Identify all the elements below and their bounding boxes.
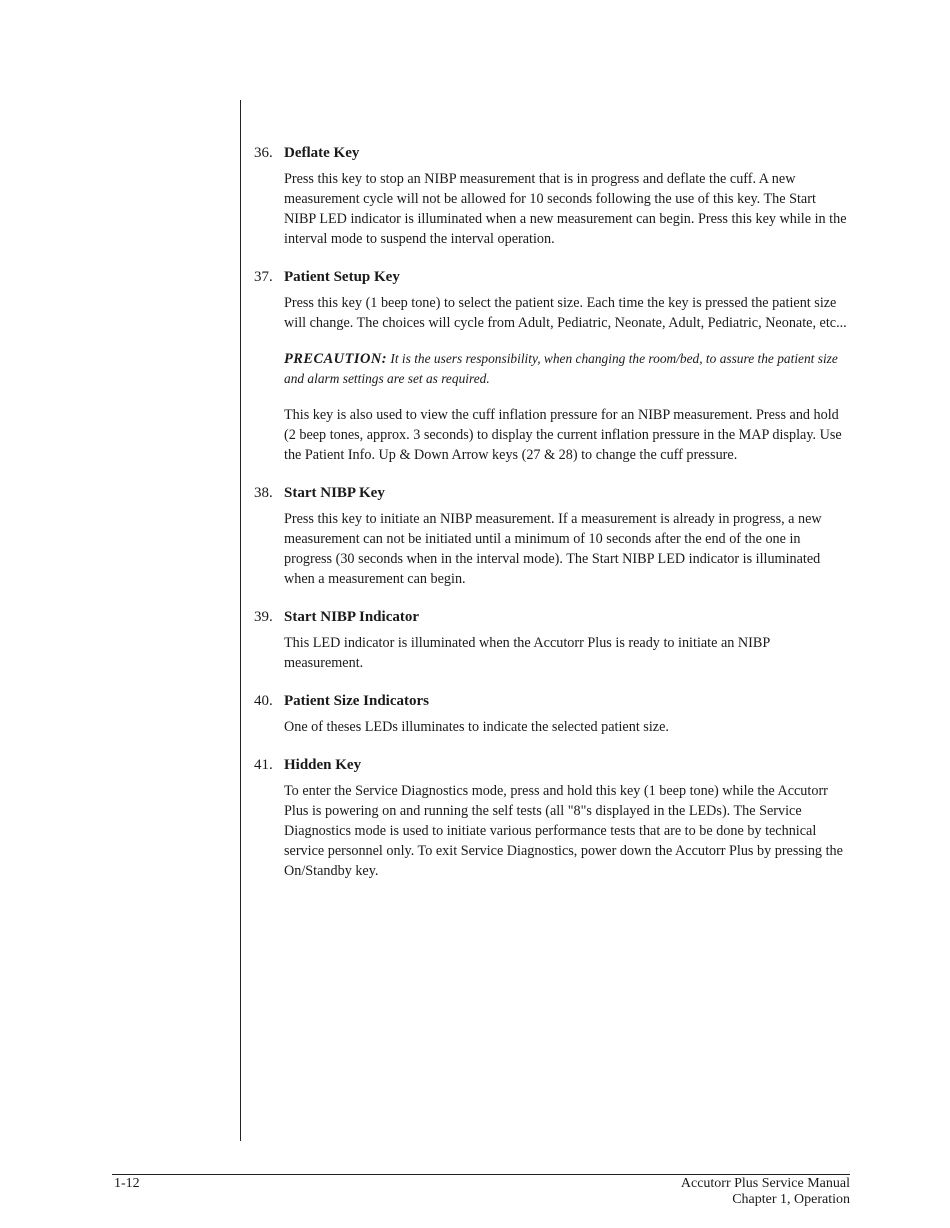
item-title: Deflate Key <box>284 145 360 161</box>
item-description: This LED indicator is illuminated when the Accutorr Plus is ready to initiate an NIBP measurement. <box>284 635 770 671</box>
item-number: 40. <box>254 693 273 709</box>
item-description: Press this key to initiate an NIBP measurement. If a measurement is already in progress, a new measurement can not be initiated until a minimum of 10 seconds after the end of the one in progress (30 seconds when in the interval mode). The Start NIBP LED indicator is illuminated when a measurement can begin. <box>284 511 822 587</box>
item-title: Start NIBP Key <box>284 485 385 501</box>
item-number: 41. <box>254 757 273 773</box>
item-start-nibp-key <box>0 482 950 589</box>
precaution-note <box>284 349 844 389</box>
item-number: 38. <box>254 485 273 501</box>
item-title: Start NIBP Indicator <box>284 609 419 625</box>
item-number: 36. <box>254 145 273 161</box>
item-patient-setup-key <box>0 266 950 465</box>
page-number: 1-12 <box>114 1176 140 1191</box>
manual-title: Accutorr Plus Service Manual <box>680 1176 850 1191</box>
item-title: Hidden Key <box>284 757 362 773</box>
item-description: One of theses LEDs illuminates to indicate the selected patient size. <box>284 719 669 735</box>
item-title: Patient Setup Key <box>284 269 400 285</box>
item-heading <box>0 606 950 628</box>
footer-rule <box>112 1174 850 1175</box>
chapter-label: Chapter 1, Operation <box>732 1192 850 1207</box>
manual-content <box>0 142 950 898</box>
footer-manual-info <box>681 1176 850 1208</box>
precaution-text: It is the users responsibility, when changing the room/bed, to assure the patient size and alarm settings are set as required. <box>284 351 838 386</box>
item-patient-size-indicators <box>0 690 950 737</box>
item-description-continued: This key is also used to view the cuff inflation pressure for an NIBP measurement. Press and hold (2 beep tones, approx. 3 seconds) to display the current inflation pressure in the MAP display. Use the Patient Info. Up & Down Arrow keys (27 & 28) to change the cuff pressure. <box>284 407 842 463</box>
item-title: Patient Size Indicators <box>284 693 429 709</box>
item-description: Press this key (1 beep tone) to select the patient size. Each time the key is pressed the patient size will change. The choices will cycle from Adult, Pediatric, Neonate, Adult, Pediatric, Neonate, etc... <box>284 295 847 331</box>
item-heading <box>0 266 950 288</box>
item-deflate-key <box>0 142 950 249</box>
item-heading <box>0 142 950 164</box>
item-number: 37. <box>254 269 273 285</box>
item-description: To enter the Service Diagnostics mode, press and hold this key (1 beep tone) while the Accutorr Plus is powering on and running the self tests (all "8"s displayed in the LEDs). The Service Diagnostics mode is used to initiate various performance tests that are to be done by technical service personnel only. To exit Service Diagnostics, power down the Accutorr Plus by pressing the On/Standby key. <box>284 783 843 879</box>
precaution-label: PRECAUTION: <box>284 351 388 367</box>
item-heading <box>0 482 950 504</box>
item-heading <box>0 690 950 712</box>
item-heading <box>0 754 950 776</box>
item-number: 39. <box>254 609 273 625</box>
item-description: Press this key to stop an NIBP measurement that is in progress and deflate the cuff. A new measurement cycle will not be allowed for 10 seconds following the use of this key. The Start NIBP LED indicator is illuminated when a new measurement can begin. Press this key while in the interval mode to suspend the interval operation. <box>284 171 847 247</box>
item-start-nibp-indicator <box>0 606 950 673</box>
item-hidden-key <box>0 754 950 881</box>
